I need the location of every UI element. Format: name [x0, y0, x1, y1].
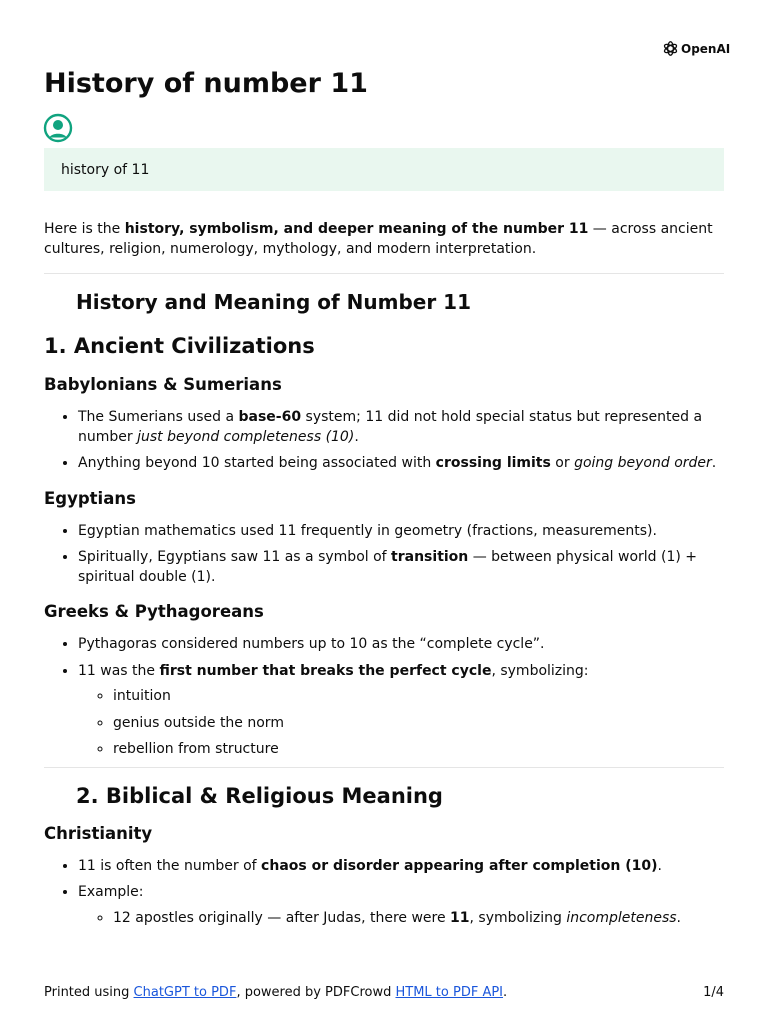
divider	[44, 767, 724, 768]
response-content	[44, 220, 724, 935]
list-item: • 11 is often the number of chaos or disorder appearing after completion (10).	[78, 857, 724, 877]
footer-credit: Printed using ChatGPT to PDF, powered by PDFCrowd HTML to PDF API.	[44, 985, 508, 1000]
subheading-babylonians: Babylonians & Sumerians	[44, 375, 282, 394]
list-item: • The Sumerians used a base-60 system; 11 did not hold special status but represented a number just beyond completeness (10).	[78, 408, 724, 447]
page-title: History of number 11	[44, 68, 368, 99]
section-heading-biblical: 2. Biblical & Religious Meaning	[76, 783, 443, 808]
intro-pre: Here is the	[44, 221, 125, 237]
section-heading-ancient: 1. Ancient Civilizations	[44, 334, 315, 358]
chatgpt-to-pdf-link[interactable]: ChatGPT to PDF	[133, 985, 237, 1000]
list-item: • Spiritually, Egyptians saw 11 as a symbol of transition — between physical world (1) + spiritual double (1).	[78, 548, 724, 587]
sub-list-item: ◦ intuition	[113, 687, 724, 707]
sub-bullet-list	[78, 909, 724, 929]
sub-list-item: ◦ genius outside the norm	[113, 714, 724, 734]
user-prompt	[44, 148, 724, 191]
list-item: • Pythagoras considered numbers up to 10 as the “complete cycle”.	[78, 635, 724, 655]
list-item: • 11 was the first number that breaks the perfect cycle, symbolizing: ◦ intuition ◦ genius outside the norm ◦ rebellion from structure	[78, 662, 724, 760]
list-item: • Egyptian mathematics used 11 frequently in geometry (fractions, measurements).	[78, 522, 724, 542]
sub-bullet-list	[78, 687, 724, 760]
footer	[44, 984, 724, 1002]
subheading-greeks: Greeks & Pythagoreans	[44, 602, 264, 621]
bullet-list	[44, 635, 724, 760]
user-avatar-icon	[43, 113, 73, 143]
main-heading: History and Meaning of Number 11	[76, 290, 472, 314]
subheading-egyptians: Egyptians	[44, 488, 136, 508]
bullet-list	[44, 522, 724, 588]
sub-list-item: ◦ 12 apostles originally — after Judas, there were 11, symbolizing incompleteness.	[113, 909, 724, 929]
logo-text: OpenAI	[681, 41, 731, 56]
intro-post: — across ancient cultures, religion, numerology, mythology, and modern interpretation.	[44, 221, 713, 257]
bullet-list	[44, 408, 724, 474]
sub-list-item: ◦ rebellion from structure	[113, 740, 724, 760]
html-to-pdf-api-link[interactable]: HTML to PDF API	[395, 985, 504, 1000]
prompt-text: history of 11	[61, 161, 150, 178]
intro-paragraph	[44, 220, 724, 259]
intro-bold: history, symbolism, and deeper meaning of the number 11	[124, 221, 589, 237]
page-number: 1/4	[703, 985, 724, 1000]
subheading-christianity: Christianity	[44, 823, 153, 843]
divider	[44, 273, 724, 274]
bullet-list	[44, 857, 724, 929]
list-item: • Anything beyond 10 started being associated with crossing limits or going beyond order.	[78, 454, 724, 474]
list-item: • Example: ◦ 12 apostles originally — after Judas, there were 11, symbolizing incompleteness.	[78, 883, 724, 928]
openai-logo	[662, 40, 730, 57]
openai-logo-icon	[662, 40, 679, 57]
